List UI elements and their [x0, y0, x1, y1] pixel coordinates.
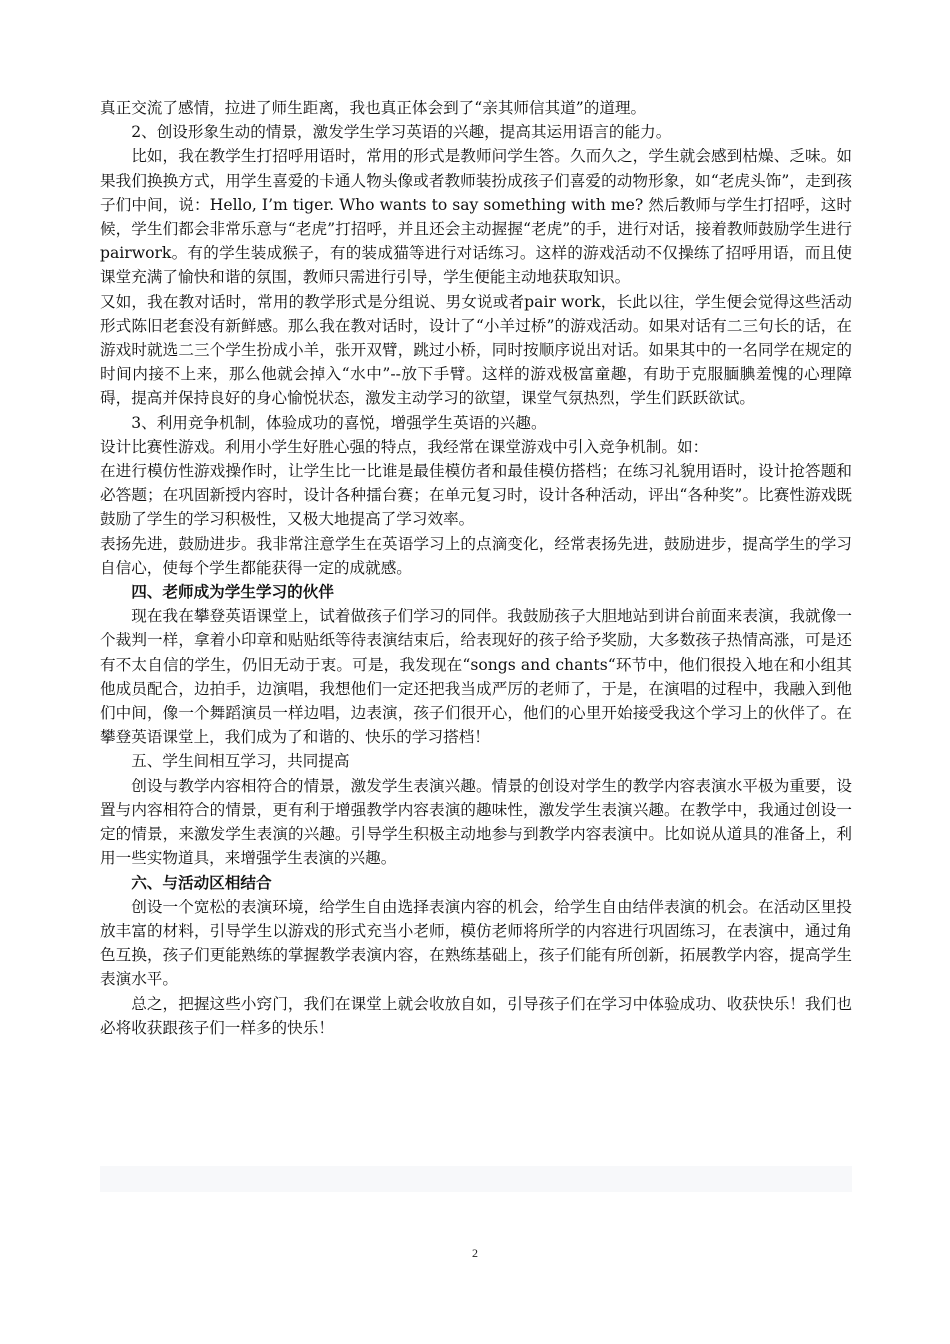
paragraph: 真正交流了感情，拉进了师生距离，我也真正体会到了“亲其师信其道”的道理。	[100, 99, 647, 117]
section-heading: 五、学生间相互学习，共同提高	[131, 752, 350, 771]
paragraph: 创设一个宽松的表演环境，给学生自由选择表演内容的机会，给学生自由结伴表演的机会。在活动区里投放丰富的材料，引导学生以游戏的形式充当小老师，模仿老师将所学的内容进行巩固练习，在表演中，通过角色互换，孩子们更能熟练的掌握教学表演内容，在熟练基础上，孩子们能有所创新，拓展教学内容，提高学生表演水平。	[100, 897, 852, 989]
paragraph: 创设与教学内容相符合的情景，激发学生表演兴趣。情景的创设对学生的教学内容表演水平极为重要，设置与内容相符合的情景，更有利于增强教学内容表演的趣味性，激发学生表演兴趣。在教学中，我通过创设一定的情景，来激发学生表演的兴趣。引导学生积极主动地参与到教学内容表演中。比如说从道具的准备上，利用一些实物道具，来增强学生表演的兴趣。	[100, 776, 852, 868]
shaded-blank-line	[100, 1166, 852, 1192]
page-number: 2	[472, 1246, 478, 1260]
document-body	[100, 96, 852, 1040]
paragraph: 设计比赛性游戏。利用小学生好胜心强的特点，我经常在课堂游戏中引入竞争机制。如：	[100, 437, 709, 456]
paragraph: 又如，我在教对话时，常用的教学形式是分组说、男女说或者pair work，长此以往，学生便会觉得这些活动形式陈旧老套没有新鲜感。那么我在教对话时，设计了“小羊过桥”的游戏活动。如果对话有二三句长的话，在游戏时就选二三个学生扮成小羊，张开双臂，跳过小桥，同时按顺序说出对话。如果其中的一名同学在规定的时间内接不上来，那么他就会掉入“水中”--放下手臂。这样的游戏极富童趣，有助于克服腼腆羞愧的心理障碍，提高并保持良好的身心愉悦状态，激发主动学习的欲望，课堂气氛热烈，学生们跃跃欲试。	[100, 292, 852, 408]
paragraph: 比如，我在教学生打招呼用语时，常用的形式是教师问学生答。久而久之，学生就会感到枯燥、乏味。如果我们换换方式，用学生喜爱的卡通人物头像或者教师装扮成孩子们喜爱的动物形象，如“老虎头饰”，走到孩子们中间，说：Hello, I’m tiger. Who wants to say something with me? 然后教师与学生打招呼，这时候，学生们都会非常乐意与“老虎”打招呼，并且还会主动握握“老虎”的手，进行对话，接着教师鼓励学生进行pairwork。有的学生装成猴子，有的装成猫等进行对话练习。这样的游戏活动不仅操练了招呼用语，而且使课堂充满了愉快和谐的氛围，教师只需进行引导，学生便能主动地获取知识。	[100, 147, 852, 287]
paragraph: 3、利用竞争机制，体验成功的喜悦，增强学生英语的兴趣。	[131, 413, 547, 432]
paragraph: 表扬先进，鼓励进步。我非常注意学生在英语学习上的点滴变化，经常表扬先进，鼓励进步，提高学生的学习自信心，使每个学生都能获得一定的成就感。	[100, 534, 852, 577]
paragraph: 2、创设形象生动的情景，激发学生学习英语的兴趣，提高其运用语言的能力。	[131, 123, 672, 142]
section-heading: 四、老师成为学生学习的伙伴	[131, 582, 334, 602]
paragraph: 在进行模仿性游戏操作时，让学生比一比谁是最佳模仿者和最佳模仿搭档；在练习礼貌用语时，设计抢答题和必答题；在巩固新授内容时，设计各种擂台赛；在单元复习时，设计各种活动，评出“各种奖”。比赛性游戏既鼓励了学生的学习积极性，又极大地提高了学习效率。	[100, 462, 852, 529]
paragraph: 现在我在攀登英语课堂上，试着做孩子们学习的同伴。我鼓励孩子大胆地站到讲台前面来表演，我就像一个裁判一样，拿着小印章和贴贴纸等待表演结束后，给表现好的孩子给予奖励，大多数孩子热情高涨，可是还有不太自信的学生，仍旧无动于衷。可是，我发现在“songs and chants“环节中，他们很投入地在和小组其他成员配合，边拍手，边演唱，我想他们一定还把我当成严厉的老师了，于是，在演唱的过程中，我融入到他们中间，像一个舞蹈演员一样边唱，边表演，孩子们很开心，他们的心里开始接受我这个学习上的伙伴了。在攀登英语课堂上，我们成为了和谐的、快乐的学习搭档！	[100, 607, 852, 747]
section-heading: 六、与活动区相结合	[131, 872, 272, 892]
paragraph: 总之，把握这些小窍门，我们在课堂上就会收放自如，引导孩子们在学习中体验成功、收获快乐！我们也必将收获跟孩子们一样多的快乐！	[100, 994, 852, 1037]
